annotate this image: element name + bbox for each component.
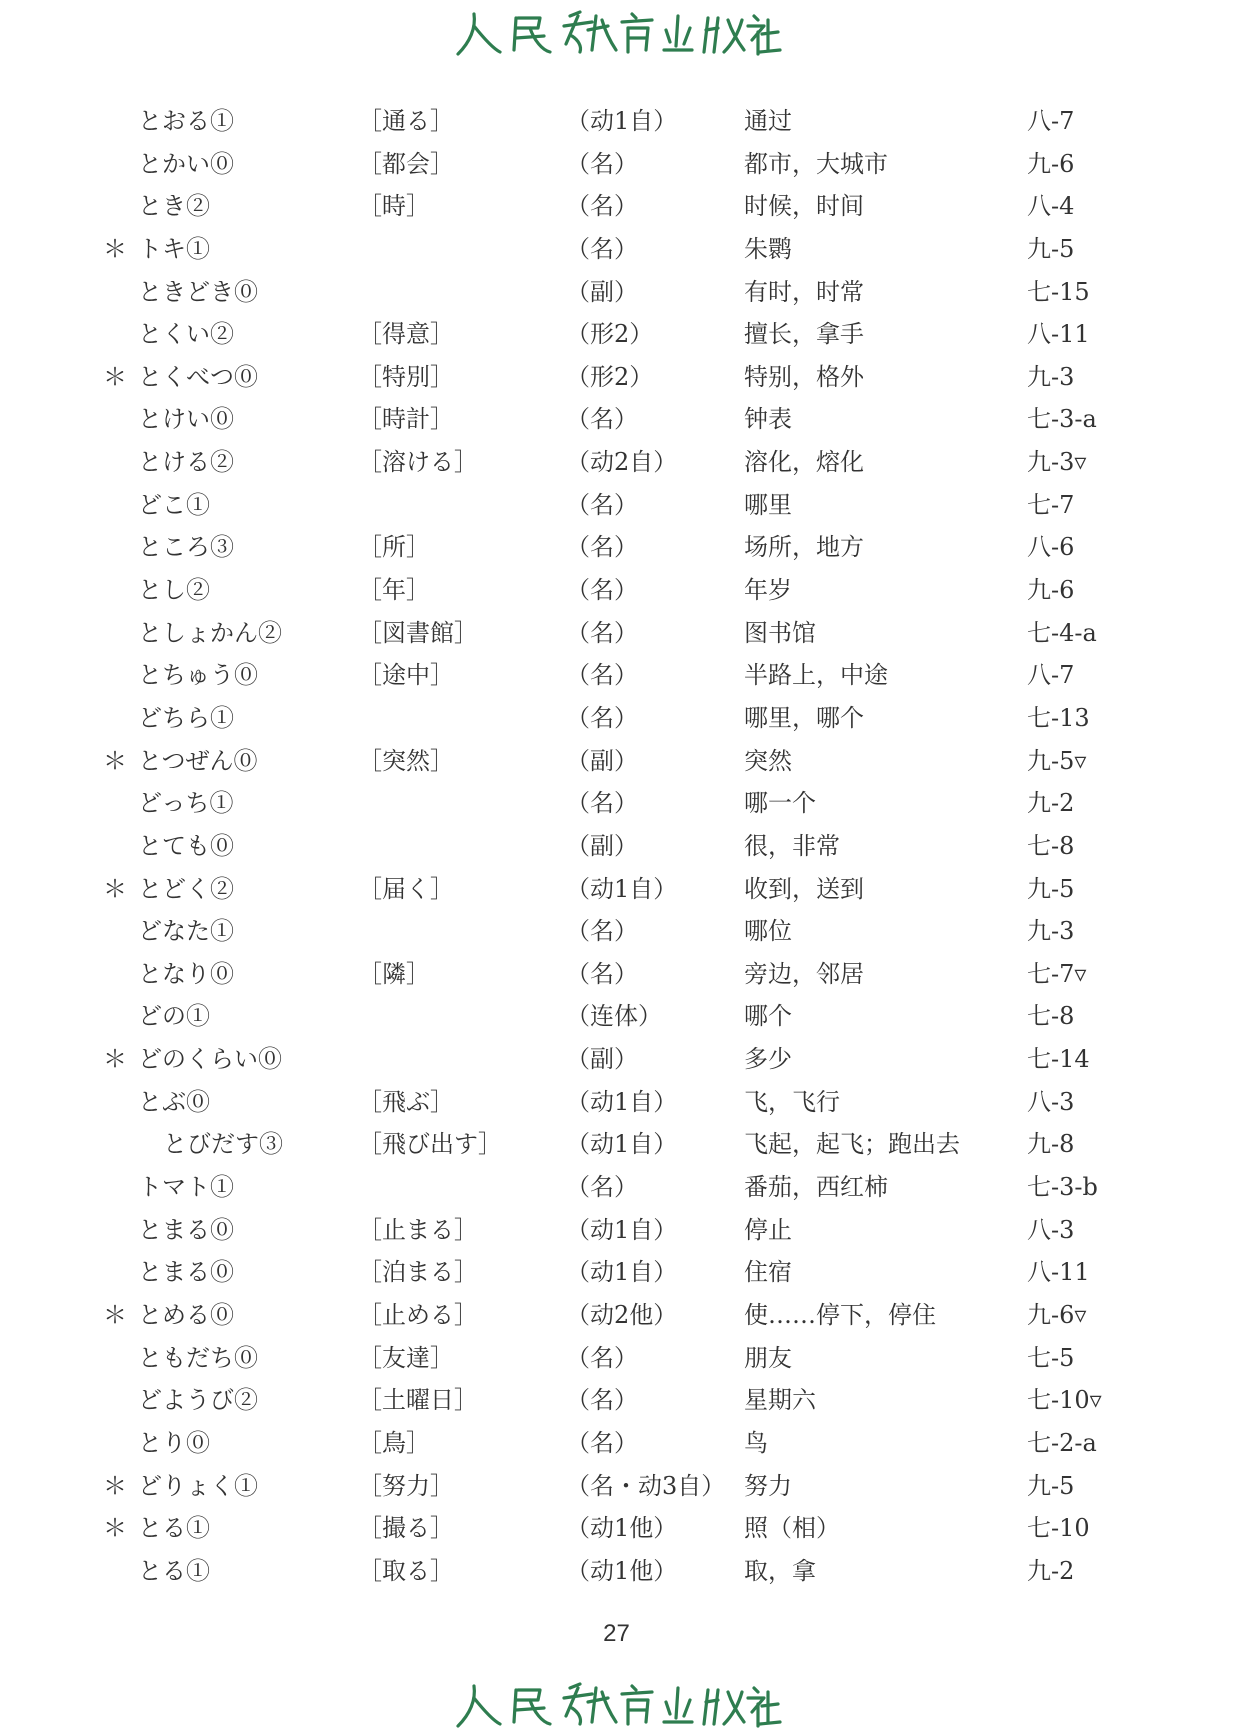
kana-reading: としょかん② xyxy=(138,618,282,647)
vocabulary-list xyxy=(0,100,1233,1592)
kana-reading: とけい⓪ xyxy=(138,405,234,434)
kanji-form: ［飛ぶ］ xyxy=(358,1087,454,1116)
list-item xyxy=(0,1422,1233,1465)
part-of-speech: （动1他） xyxy=(566,1514,678,1543)
part-of-speech: （动1自） xyxy=(566,1258,678,1287)
kana-reading: どちら① xyxy=(138,703,234,732)
part-of-speech: （动1自） xyxy=(566,107,678,135)
list-item xyxy=(0,1550,1233,1593)
chinese-meaning: 停止 xyxy=(744,1215,792,1244)
chinese-meaning: 擅长，拿手 xyxy=(744,320,864,349)
list-item xyxy=(0,1038,1233,1081)
part-of-speech: （名） xyxy=(566,789,638,818)
list-item xyxy=(0,697,1233,740)
chinese-meaning: 时候，时间 xyxy=(744,192,864,221)
chinese-meaning: 哪一个 xyxy=(744,789,816,818)
lesson-reference: 七-2-a xyxy=(1027,1428,1097,1457)
kana-reading: とくべつ⓪ xyxy=(138,362,258,391)
list-item xyxy=(0,1294,1233,1337)
list-item xyxy=(0,995,1233,1038)
asterisk-mark: ＊ xyxy=(103,746,127,775)
asterisk-mark: ＊ xyxy=(103,874,127,903)
publisher-logo-top xyxy=(0,4,1233,64)
kana-reading: となり⓪ xyxy=(138,959,234,988)
part-of-speech: （副） xyxy=(566,746,638,775)
list-item xyxy=(0,782,1233,825)
kana-reading: どこ① xyxy=(138,490,210,519)
lesson-reference: 九-5 xyxy=(1027,1471,1075,1500)
lesson-reference: 七-7 xyxy=(1027,490,1075,519)
lesson-reference: 九-2 xyxy=(1027,1556,1075,1585)
lesson-reference: 八-11 xyxy=(1027,1258,1090,1287)
list-item xyxy=(0,100,1233,143)
kanji-form: ［途中］ xyxy=(358,661,454,690)
kana-reading: とても⓪ xyxy=(138,831,234,860)
kana-reading: とり⓪ xyxy=(138,1428,210,1457)
chinese-meaning: 哪里，哪个 xyxy=(744,703,864,732)
list-item xyxy=(0,1379,1233,1422)
list-item xyxy=(0,185,1233,228)
part-of-speech: （名） xyxy=(566,618,638,647)
part-of-speech: （名） xyxy=(566,533,638,562)
kana-reading: とまる⓪ xyxy=(138,1215,234,1244)
chinese-meaning: 场所，地方 xyxy=(744,533,864,562)
asterisk-mark: ＊ xyxy=(103,234,127,263)
part-of-speech: （形2） xyxy=(566,320,654,349)
kanji-form: ［時］ xyxy=(358,192,430,221)
lesson-reference: 七-4-a xyxy=(1027,618,1097,647)
part-of-speech: （名） xyxy=(566,1386,638,1415)
asterisk-mark: ＊ xyxy=(103,1045,127,1074)
chinese-meaning: 飞，飞行 xyxy=(744,1087,840,1116)
part-of-speech: （动1自） xyxy=(566,1215,678,1244)
kana-reading: とびだす③ xyxy=(163,1130,283,1159)
lesson-reference: 八-3 xyxy=(1027,1087,1075,1116)
part-of-speech: （名） xyxy=(566,1343,638,1372)
kanji-form: ［通る］ xyxy=(358,107,454,135)
kana-reading: どようび② xyxy=(138,1386,258,1415)
asterisk-mark: ＊ xyxy=(103,1300,127,1329)
kanji-form: ［止まる］ xyxy=(358,1215,478,1244)
kanji-form: ［飛び出す］ xyxy=(358,1130,502,1159)
kana-reading: とつぜん⓪ xyxy=(138,746,258,775)
list-item xyxy=(0,1123,1233,1166)
kana-reading: どなた① xyxy=(138,917,234,946)
list-item xyxy=(0,398,1233,441)
kana-reading: どのくらい⓪ xyxy=(138,1045,282,1074)
kanji-form: ［取る］ xyxy=(358,1556,454,1585)
list-item xyxy=(0,441,1233,484)
chinese-meaning: 鸟 xyxy=(744,1428,768,1457)
lesson-reference: 九-6 xyxy=(1027,576,1075,605)
lesson-reference: 七-3-a xyxy=(1027,405,1097,434)
list-item xyxy=(0,612,1233,655)
kana-reading: ところ③ xyxy=(138,533,234,562)
kana-reading: とる① xyxy=(138,1556,210,1585)
lesson-reference: 八-4 xyxy=(1027,192,1075,221)
chinese-meaning: 突然 xyxy=(744,746,792,775)
kana-reading: とまる⓪ xyxy=(138,1258,234,1287)
part-of-speech: （名） xyxy=(566,661,638,690)
kana-reading: どの① xyxy=(138,1002,210,1031)
part-of-speech: （副） xyxy=(566,1045,638,1074)
list-item xyxy=(0,1251,1233,1294)
kanji-form: ［図書館］ xyxy=(358,618,478,647)
list-item xyxy=(0,910,1233,953)
lesson-reference: 九-5 xyxy=(1027,874,1075,903)
chinese-meaning: 使……停下，停住 xyxy=(744,1300,936,1329)
chinese-meaning: 星期六 xyxy=(744,1386,816,1415)
lesson-reference: 七-10 xyxy=(1027,1514,1090,1543)
chinese-meaning: 哪位 xyxy=(744,917,792,946)
part-of-speech: （动1他） xyxy=(566,1556,678,1585)
part-of-speech: （动2自） xyxy=(566,448,678,477)
kana-reading: とぶ⓪ xyxy=(138,1087,210,1116)
list-item xyxy=(0,228,1233,271)
part-of-speech: （动1自） xyxy=(566,874,678,903)
chinese-meaning: 取，拿 xyxy=(744,1556,816,1585)
lesson-reference: 九-5▿ xyxy=(1027,746,1087,775)
lesson-reference: 九-5 xyxy=(1027,234,1075,263)
chinese-meaning: 哪个 xyxy=(744,1002,792,1031)
part-of-speech: （名） xyxy=(566,917,638,946)
kana-reading: とし② xyxy=(138,576,210,605)
kanji-form: ［泊まる］ xyxy=(358,1258,478,1287)
kanji-form: ［得意］ xyxy=(358,320,454,349)
chinese-meaning: 多少 xyxy=(744,1045,792,1074)
chinese-meaning: 特别，格外 xyxy=(744,362,864,391)
part-of-speech: （名・动3自） xyxy=(566,1471,726,1500)
chinese-meaning: 飞起，起飞；跑出去 xyxy=(744,1130,960,1159)
part-of-speech: （名） xyxy=(566,490,638,519)
kana-reading: とどく② xyxy=(138,874,234,903)
list-item xyxy=(0,526,1233,569)
asterisk-mark: ＊ xyxy=(103,1471,127,1500)
lesson-reference: 八-6 xyxy=(1027,533,1075,562)
list-item xyxy=(0,1337,1233,1380)
kanji-form: ［突然］ xyxy=(358,746,454,775)
kanji-form: ［土曜日］ xyxy=(358,1386,478,1415)
lesson-reference: 八-3 xyxy=(1027,1215,1075,1244)
lesson-reference: 七-8 xyxy=(1027,831,1075,860)
chinese-meaning: 通过 xyxy=(744,107,792,135)
kana-reading: とおる① xyxy=(138,107,234,135)
kanji-form: ［止める］ xyxy=(358,1300,478,1329)
lesson-reference: 九-3 xyxy=(1027,362,1075,391)
page-number: 27 xyxy=(603,1620,630,1647)
lesson-reference: 九-3▿ xyxy=(1027,448,1087,477)
lesson-reference: 八-7 xyxy=(1027,661,1075,690)
chinese-meaning: 很，非常 xyxy=(744,831,840,860)
kana-reading: とくい② xyxy=(138,320,234,349)
kana-reading: とちゅう⓪ xyxy=(138,661,258,690)
lesson-reference: 七-10▿ xyxy=(1027,1386,1102,1415)
kana-reading: とける② xyxy=(138,448,234,477)
lesson-reference: 九-6▿ xyxy=(1027,1300,1087,1329)
chinese-meaning: 照（相） xyxy=(744,1514,840,1543)
lesson-reference: 八-7 xyxy=(1027,107,1075,135)
kanji-form: ［届く］ xyxy=(358,874,454,903)
part-of-speech: （名） xyxy=(566,234,638,263)
part-of-speech: （名） xyxy=(566,959,638,988)
chinese-meaning: 半路上，中途 xyxy=(744,661,888,690)
chinese-meaning: 年岁 xyxy=(744,576,792,605)
list-item xyxy=(0,143,1233,186)
lesson-reference: 七-3-b xyxy=(1027,1173,1098,1202)
lesson-reference: 七-15 xyxy=(1027,277,1090,306)
kanji-form: ［友達］ xyxy=(358,1343,454,1372)
lesson-reference: 八-11 xyxy=(1027,320,1090,349)
list-item xyxy=(0,868,1233,911)
part-of-speech: （动1自） xyxy=(566,1130,678,1159)
chinese-meaning: 图书馆 xyxy=(744,618,816,647)
chinese-meaning: 朱鹮 xyxy=(744,234,792,263)
kanji-form: ［努力］ xyxy=(358,1471,454,1500)
chinese-meaning: 住宿 xyxy=(744,1258,792,1287)
part-of-speech: （名） xyxy=(566,192,638,221)
list-item xyxy=(0,825,1233,868)
kanji-form: ［鳥］ xyxy=(358,1428,430,1457)
kana-reading: ときどき⓪ xyxy=(138,277,258,306)
chinese-meaning: 朋友 xyxy=(744,1343,792,1372)
kanji-form: ［所］ xyxy=(358,533,430,562)
lesson-reference: 九-6 xyxy=(1027,149,1075,178)
lesson-reference: 九-3 xyxy=(1027,917,1075,946)
chinese-meaning: 哪里 xyxy=(744,490,792,519)
kanji-form: ［溶ける］ xyxy=(358,448,478,477)
part-of-speech: （名） xyxy=(566,1173,638,1202)
chinese-meaning: 钟表 xyxy=(744,405,792,434)
part-of-speech: （名） xyxy=(566,703,638,732)
lesson-reference: 七-7▿ xyxy=(1027,959,1087,988)
list-item xyxy=(0,654,1233,697)
list-item xyxy=(0,356,1233,399)
part-of-speech: （名） xyxy=(566,576,638,605)
list-item xyxy=(0,271,1233,314)
chinese-meaning: 旁边，邻居 xyxy=(744,959,864,988)
kana-reading: トキ① xyxy=(138,234,210,263)
part-of-speech: （名） xyxy=(566,149,638,178)
kanji-form: ［時計］ xyxy=(358,405,454,434)
list-item xyxy=(0,484,1233,527)
asterisk-mark: ＊ xyxy=(103,1514,127,1543)
lesson-reference: 七-8 xyxy=(1027,1002,1075,1031)
kana-reading: どっち① xyxy=(138,789,234,818)
kanji-form: ［年］ xyxy=(358,576,430,605)
kana-reading: とめる⓪ xyxy=(138,1300,234,1329)
list-item xyxy=(0,313,1233,356)
chinese-meaning: 都市，大城市 xyxy=(744,149,888,178)
kanji-form: ［都会］ xyxy=(358,149,454,178)
lesson-reference: 七-13 xyxy=(1027,703,1090,732)
asterisk-mark: ＊ xyxy=(103,362,127,391)
list-item xyxy=(0,953,1233,996)
kana-reading: トマト① xyxy=(138,1173,234,1202)
lesson-reference: 九-2 xyxy=(1027,789,1075,818)
list-item xyxy=(0,1507,1233,1550)
part-of-speech: （副） xyxy=(566,277,638,306)
kanji-form: ［撮る］ xyxy=(358,1514,454,1543)
kanji-form: ［特別］ xyxy=(358,362,454,391)
kana-reading: とかい⓪ xyxy=(138,149,234,178)
part-of-speech: （名） xyxy=(566,405,638,434)
publisher-logo-bottom xyxy=(0,1676,1233,1736)
chinese-meaning: 有时，时常 xyxy=(744,277,864,306)
list-item xyxy=(0,1209,1233,1252)
part-of-speech: （形2） xyxy=(566,362,654,391)
kana-reading: どりょく① xyxy=(138,1471,258,1500)
part-of-speech: （副） xyxy=(566,831,638,860)
list-item xyxy=(0,569,1233,612)
part-of-speech: （动1自） xyxy=(566,1087,678,1116)
lesson-reference: 九-8 xyxy=(1027,1130,1075,1159)
lesson-reference: 七-5 xyxy=(1027,1343,1075,1372)
kana-reading: ともだち⓪ xyxy=(138,1343,258,1372)
part-of-speech: （名） xyxy=(566,1428,638,1457)
part-of-speech: （动2他） xyxy=(566,1300,678,1329)
list-item xyxy=(0,740,1233,783)
part-of-speech: （连体） xyxy=(566,1002,662,1031)
chinese-meaning: 努力 xyxy=(744,1471,792,1500)
list-item xyxy=(0,1081,1233,1124)
chinese-meaning: 收到，送到 xyxy=(744,874,864,903)
chinese-meaning: 番茄，西红柿 xyxy=(744,1173,888,1202)
kanji-form: ［隣］ xyxy=(358,959,430,988)
lesson-reference: 七-14 xyxy=(1027,1045,1090,1074)
list-item xyxy=(0,1166,1233,1209)
list-item xyxy=(0,1465,1233,1508)
chinese-meaning: 溶化，熔化 xyxy=(744,448,864,477)
kana-reading: とる① xyxy=(138,1514,210,1543)
kana-reading: とき② xyxy=(138,192,210,221)
